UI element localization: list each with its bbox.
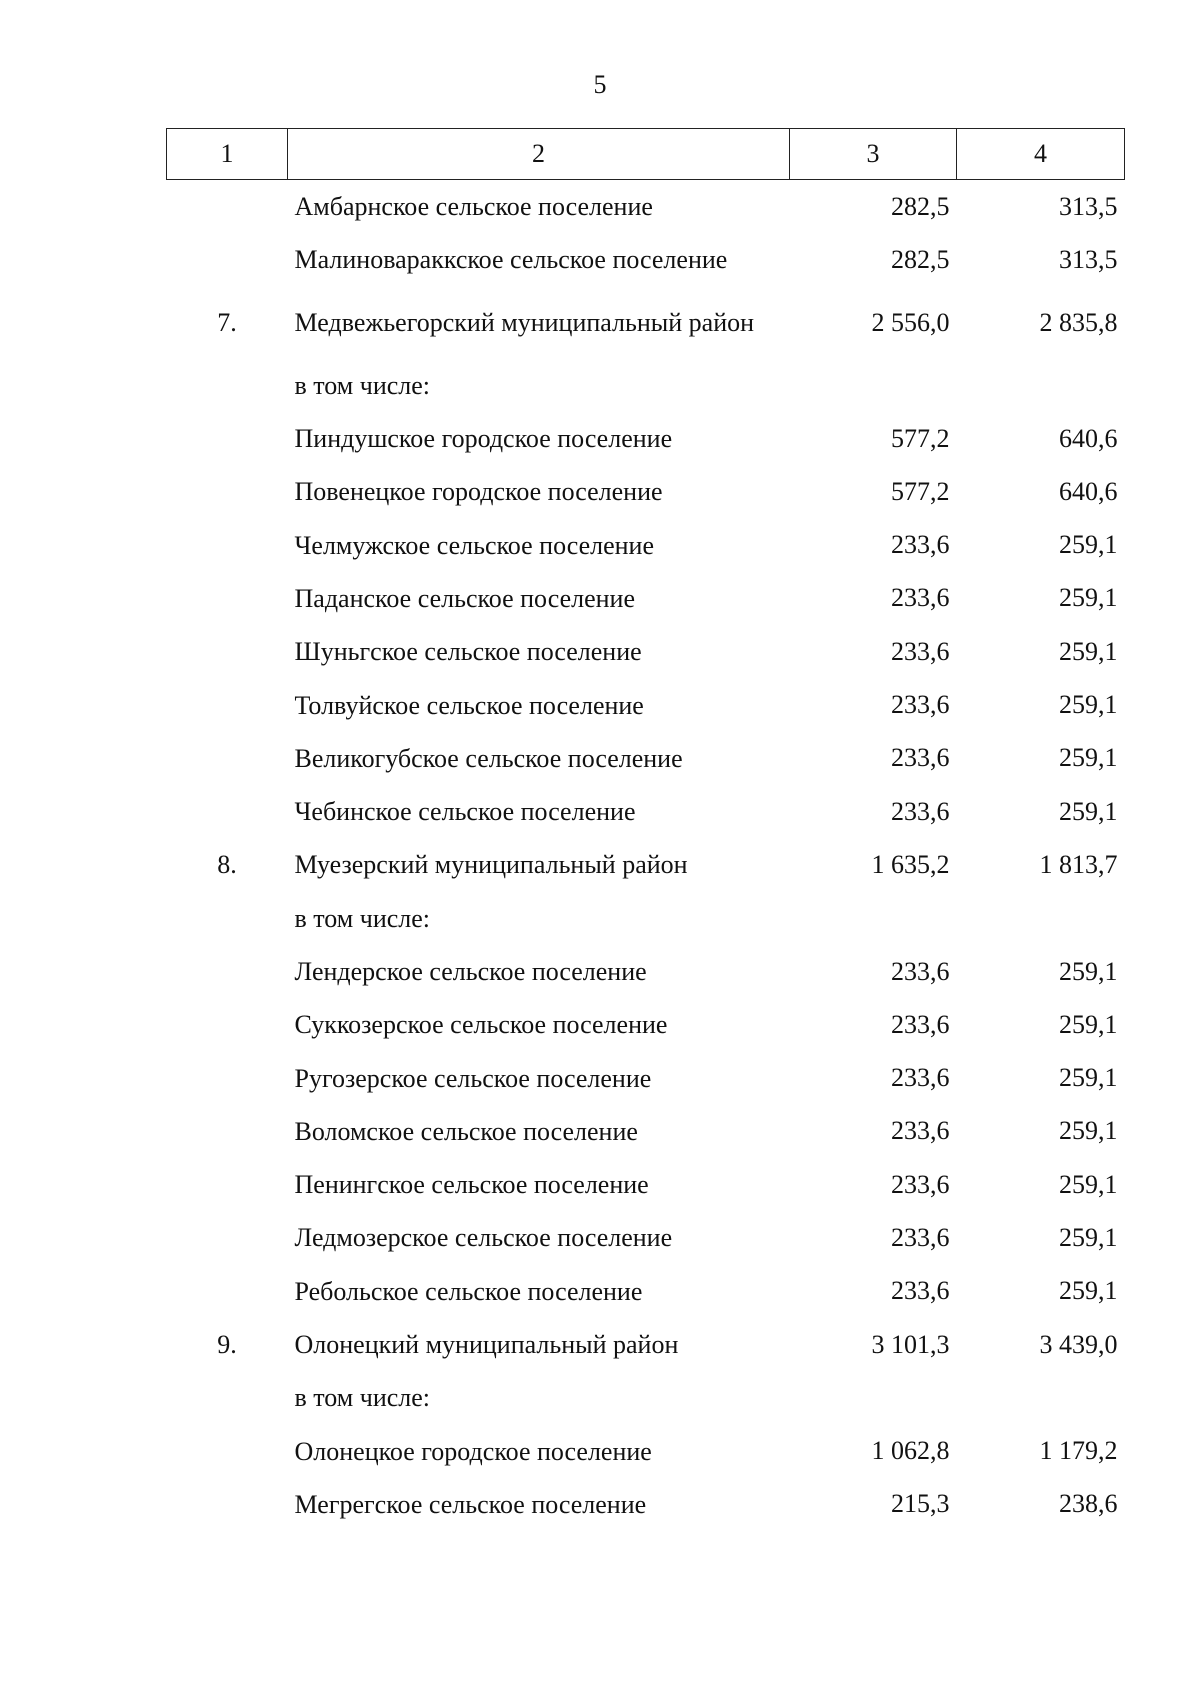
row-value-col3: 233,6 [891,583,950,613]
table-row [167,892,1125,945]
row-name: Суккозерское сельское поселение [294,1010,668,1040]
row-value-col4 [957,892,1125,945]
row-number [167,233,288,286]
table-row [167,1051,1125,1104]
row-value-col4: 238,6 [1059,1489,1118,1519]
row-name: Ребольское сельское поселение [294,1276,643,1306]
table-row [167,1478,1125,1531]
table-row [167,572,1125,625]
row-number [167,1105,288,1158]
row-number [167,732,288,785]
row-value-col3: 1 635,2 [871,849,950,879]
row-value-col4: 1 179,2 [1039,1436,1118,1466]
row-value-col3 [790,359,957,412]
row-value-col4: 259,1 [1059,1009,1118,1039]
row-value-col3: 1 062,8 [871,1436,950,1466]
row-value-col4: 313,5 [1059,244,1118,274]
row-value-col3: 233,6 [891,1009,950,1039]
row-name: Воломское сельское поселение [294,1116,638,1146]
row-value-col3: 233,6 [891,743,950,773]
row-value-col4: 259,1 [1059,636,1118,666]
row-value-col4: 2 835,8 [1039,307,1118,337]
row-value-col4: 640,6 [1059,476,1118,506]
table-row [167,678,1125,731]
row-name: Лендерское сельское поселение [294,957,647,986]
table-row [167,180,1125,234]
row-number [167,180,288,234]
row-value-col3: 233,6 [891,796,950,826]
row-name: в том числе: [294,903,431,933]
row-number [167,465,288,518]
table-row [167,1105,1125,1158]
table-header [167,129,1125,180]
row-value-col3: 215,3 [891,1489,950,1519]
row-number [167,1371,288,1424]
row-value-col3: 233,6 [891,636,950,666]
row-number [167,785,288,838]
row-value-col3 [790,1371,957,1424]
row-number [167,625,288,678]
row-name: Великогубское сельское поселение [294,743,683,773]
row-value-col3: 282,5 [891,191,950,221]
row-name: Ледмозерское сельское поселение [294,1223,673,1253]
row-number [167,359,288,412]
row-value-col3: 282,5 [891,244,950,274]
row-number [167,892,288,945]
row-value-col4 [957,359,1125,412]
table-row [167,625,1125,678]
row-number [167,412,288,465]
header-col-3: 3 [790,129,957,180]
table-row [167,732,1125,785]
table-row [167,1211,1125,1264]
page-number: 5 [593,70,607,99]
row-value-col4: 259,1 [1059,743,1118,773]
row-value-col3: 2 556,0 [871,307,950,337]
row-value-col4: 640,6 [1059,423,1118,453]
row-value-col4: 259,1 [1059,1222,1118,1252]
row-name: Повенецкое городское поселение [294,477,663,507]
table-row [167,287,1125,359]
row-value-col4: 259,1 [1059,1276,1118,1306]
row-value-col4: 259,1 [1059,956,1118,986]
row-value-col4: 259,1 [1059,583,1118,613]
row-number [167,678,288,731]
row-value-col3: 233,6 [891,1222,950,1252]
row-number [167,518,288,571]
row-value-col3: 577,2 [891,476,950,506]
table-row [167,233,1125,286]
row-number: 8. [217,849,237,879]
row-name: Паданское сельское поселение [294,583,635,613]
row-name: в том числе: [294,370,431,400]
row-name: в том числе: [294,1383,431,1413]
row-name: Муезерский муниципальный район [294,850,688,880]
row-value-col4: 259,1 [1059,1063,1118,1093]
row-value-col3: 233,6 [891,1063,950,1093]
row-name: Челмужское сельское поселение [294,530,655,560]
row-number [167,1265,288,1318]
table-row [167,1158,1125,1211]
row-value-col4: 259,1 [1059,1169,1118,1199]
row-value-col4: 313,5 [1059,191,1118,221]
table-row [167,838,1125,891]
row-value-col3: 233,6 [891,690,950,720]
row-number: 7. [217,307,237,337]
row-name: Чебинское сельское поселение [294,797,636,827]
table-row [167,359,1125,412]
row-number [167,998,288,1051]
table-body [167,180,1125,1532]
row-number [167,1211,288,1264]
header-col-4: 4 [957,129,1125,180]
header-col-2: 2 [288,129,790,180]
row-name: Олонецкий муниципальный район [294,1330,679,1360]
row-name: Толвуйское сельское поселение [294,690,644,720]
row-name: Олонецкое городское поселение [294,1436,652,1466]
allocation-table [166,128,1125,1531]
table-row [167,518,1125,571]
table-row [167,1265,1125,1318]
row-value-col4: 1 813,7 [1039,849,1118,879]
header-row [167,129,1125,180]
row-value-col3 [790,892,957,945]
row-value-col3: 233,6 [891,1116,950,1146]
row-value-col3: 233,6 [891,1169,950,1199]
table-row [167,1318,1125,1371]
row-value-col4 [957,1371,1125,1424]
row-number [167,572,288,625]
table-row [167,1371,1125,1424]
row-number [167,1051,288,1104]
row-name: Медвежьегорский муниципальный район [294,308,755,338]
row-name: Малиновараккское сельское поселение [294,245,728,275]
row-name: Пенингское сельское поселение [294,1170,649,1200]
row-value-col3: 577,2 [891,423,950,453]
row-value-col4: 259,1 [1059,690,1118,720]
row-number [167,1158,288,1211]
row-value-col3: 3 101,3 [871,1329,950,1359]
row-number [167,1425,288,1478]
row-value-col3: 233,6 [891,956,950,986]
row-name: Шуньгское сельское поселение [294,637,642,667]
row-name: Мегрегское сельское поселение [294,1489,647,1519]
row-value-col4: 259,1 [1059,796,1118,826]
table-row [167,412,1125,465]
table-row [167,998,1125,1051]
row-number [167,945,288,998]
row-name: Амбарнское сельское поселение [294,192,653,222]
table-row [167,1425,1125,1478]
row-name: Пиндушское городское поселение [294,424,673,454]
row-value-col4: 259,1 [1059,1116,1118,1146]
row-number [167,1478,288,1531]
row-value-col3: 233,6 [891,530,950,560]
row-value-col4: 3 439,0 [1039,1329,1118,1359]
row-name: Ругозерское сельское поселение [294,1063,652,1093]
table-row [167,785,1125,838]
header-col-1: 1 [167,129,288,180]
table-row [167,945,1125,998]
row-value-col4: 259,1 [1059,530,1118,560]
table-row [167,465,1125,518]
row-number: 9. [217,1329,237,1359]
row-value-col3: 233,6 [891,1276,950,1306]
